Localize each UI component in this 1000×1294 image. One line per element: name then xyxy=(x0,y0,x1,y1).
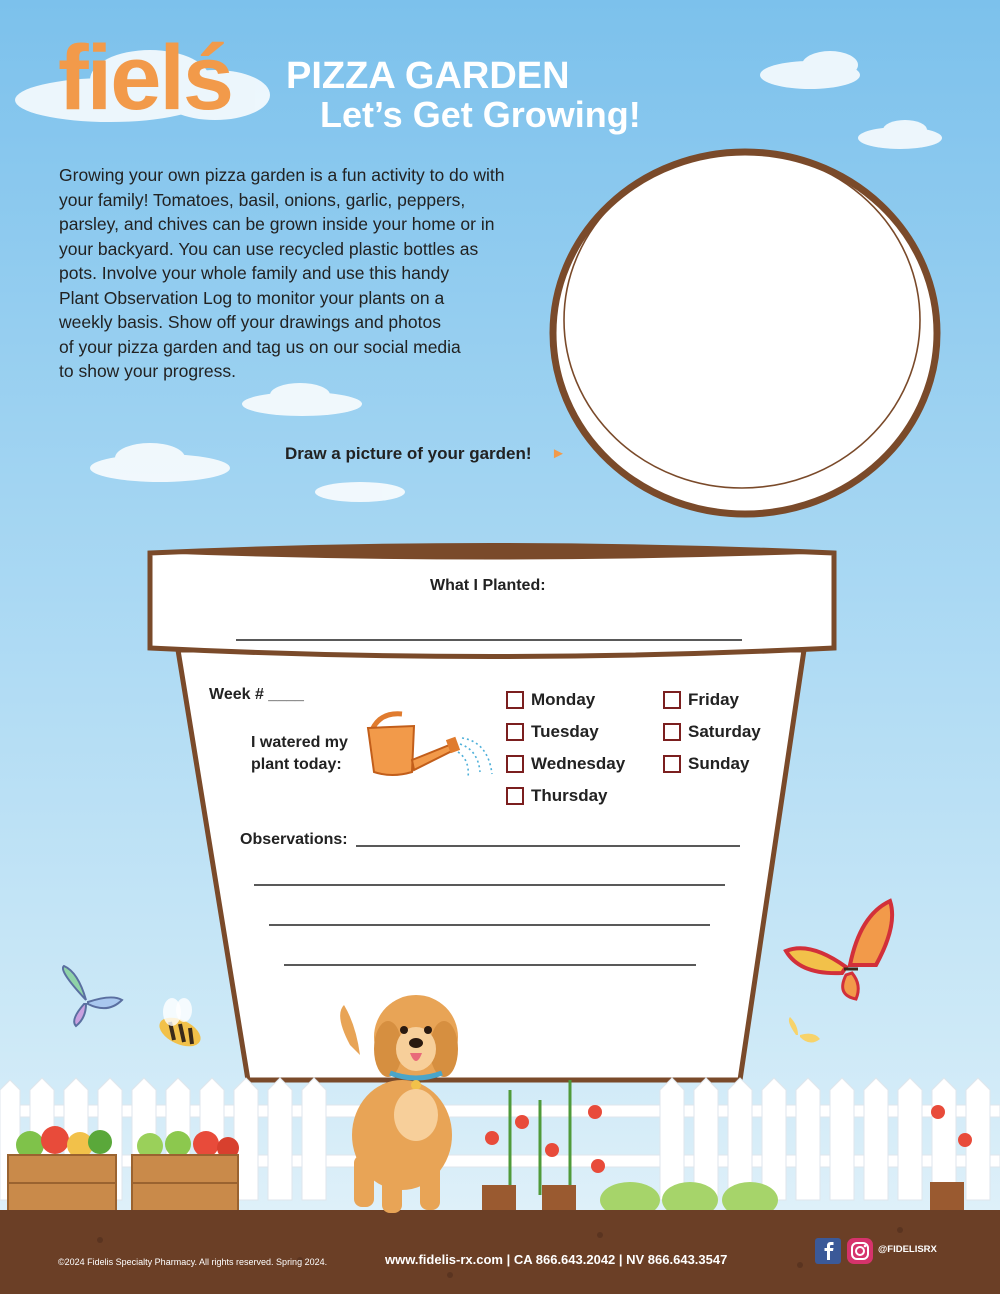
intro-line: your backyard. You can use recycled plastic bottles as xyxy=(59,238,479,259)
insects-right xyxy=(780,895,920,1065)
day-checkbox-wednesday[interactable] xyxy=(506,748,625,780)
day-checkbox-thursday[interactable] xyxy=(506,780,625,812)
intro-line: to show your progress. xyxy=(59,361,237,381)
vegetable-crate-right xyxy=(132,1131,239,1213)
social-icons xyxy=(815,1238,873,1264)
vegetable-crate-left xyxy=(8,1126,116,1213)
dog-illustration xyxy=(330,985,470,1225)
day-label: Wednesday xyxy=(531,754,626,773)
insects-left xyxy=(50,960,220,1060)
checkbox[interactable] xyxy=(506,755,524,773)
cloud-middle xyxy=(242,383,362,416)
cloud-right xyxy=(858,120,942,149)
day-label: Friday xyxy=(688,690,740,709)
intro-line: parsley, and chives can be grown inside your home or in xyxy=(59,214,495,234)
checkbox[interactable] xyxy=(663,755,681,773)
bee-icon xyxy=(155,998,205,1052)
butterfly-large-icon xyxy=(786,901,892,999)
intro-line: of your pizza garden and tag us on our social media xyxy=(59,336,461,357)
day-checkbox-sunday[interactable] xyxy=(663,748,761,780)
drawing-area[interactable] xyxy=(548,148,942,518)
day-label: Sunday xyxy=(688,754,750,773)
week-label: Week # ____ xyxy=(209,686,304,703)
watered-label-line2: plant today: xyxy=(251,756,342,773)
watered-label-line1: I watered my xyxy=(251,734,348,751)
instagram-icon[interactable] xyxy=(847,1238,873,1264)
page-subtitle: Let’s Get Growing! xyxy=(320,94,641,135)
observations-label: Observations: xyxy=(240,831,348,848)
day-checklist-col2 xyxy=(663,684,761,780)
checkbox[interactable] xyxy=(663,723,681,741)
butterfly-small-icon xyxy=(63,966,122,1026)
fidelis-logo: fielś xyxy=(58,27,233,129)
what-planted-label: What I Planted: xyxy=(430,577,546,594)
butterfly-tiny-icon xyxy=(789,1017,820,1043)
day-label: Saturday xyxy=(688,722,761,741)
contact-info: www.fidelis-rx.com | CA 866.643.2042 | NV 866.643.3547 xyxy=(385,1252,728,1267)
intro-line: your family! Tomatoes, basil, onions, garlic, peppers, xyxy=(59,189,466,210)
intro-line: pots. Involve your whole family and use this handy xyxy=(59,263,450,283)
intro-line: Growing your own pizza garden is a fun activity to do with xyxy=(59,165,505,185)
day-checkbox-friday[interactable] xyxy=(663,684,761,716)
social-handle: @FIDELISRX xyxy=(878,1244,937,1255)
arrow-right-icon: ► xyxy=(551,445,566,462)
checkbox[interactable] xyxy=(663,691,681,709)
facebook-icon[interactable] xyxy=(815,1238,841,1264)
intro-line: weekly basis. Show off your drawings and photos xyxy=(59,312,441,332)
page-title: PIZZA GARDEN xyxy=(286,55,570,97)
draw-prompt: Draw a picture of your garden! xyxy=(285,444,532,463)
day-checkbox-tuesday[interactable] xyxy=(506,716,625,748)
checkbox[interactable] xyxy=(506,723,524,741)
day-checklist-col1 xyxy=(506,684,625,812)
day-label: Monday xyxy=(531,690,596,709)
copyright-text: ©2024 Fidelis Specialty Pharmacy. All rights reserved. Spring 2024. xyxy=(58,1257,328,1267)
checkbox[interactable] xyxy=(506,691,524,709)
day-label: Thursday xyxy=(531,786,608,805)
day-checkbox-saturday[interactable] xyxy=(663,716,761,748)
day-checkbox-monday[interactable] xyxy=(506,684,625,716)
cloud-topright xyxy=(760,51,860,89)
intro-paragraph xyxy=(59,163,549,384)
watering-can-icon xyxy=(362,710,494,784)
day-label: Tuesday xyxy=(531,722,599,741)
intro-line: Plant Observation Log to monitor your plants on a xyxy=(59,287,445,308)
checkbox[interactable] xyxy=(506,787,524,805)
